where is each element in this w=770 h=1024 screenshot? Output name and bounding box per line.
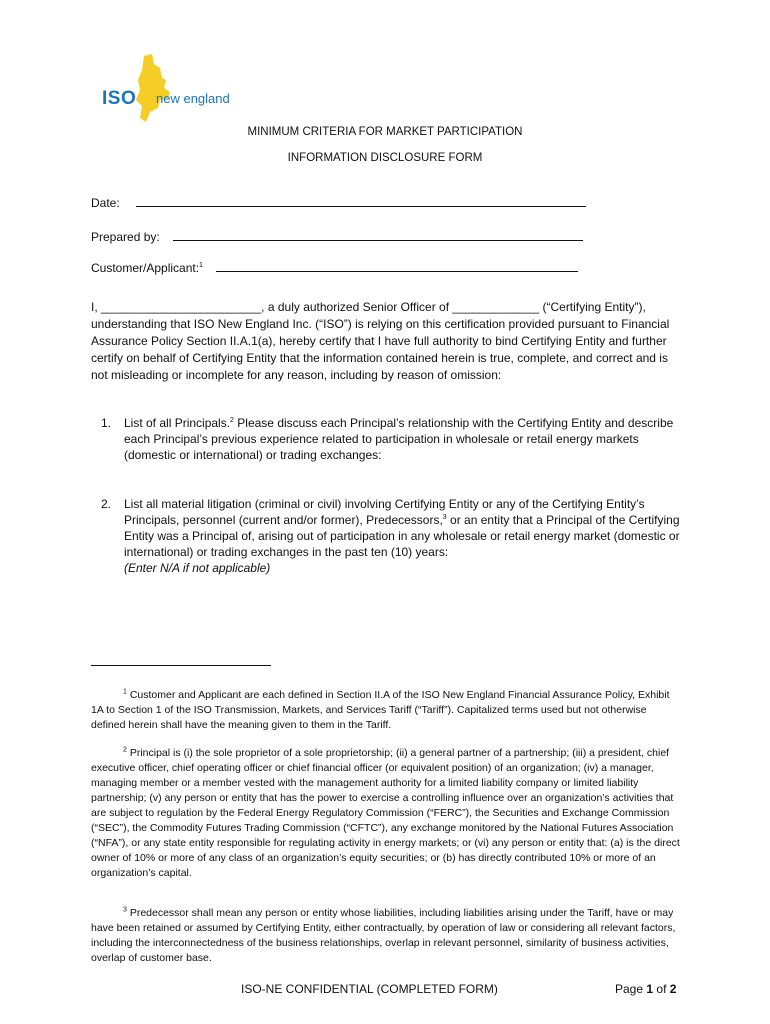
item-text: List of all Principals.$^2$ Please discuss each Principal’s relationship with the Certifying Entity and describe each Principal’s previous experience related to participation in wholesale or retail energy markets (domestic or international) or trading exchanges: <box>124 416 674 462</box>
date-field[interactable] <box>91 196 586 210</box>
logo-iso-text: ISO <box>102 88 137 109</box>
footnote: $^3$ Predecessor shall mean any person or entity whose liabilities, including liabilities arising under the Tariff, have or may have been retained or assumed by Certifying Entity, either contractually, by operation of law or considering all relevant factors, including the interconnectedness of the business relationships, overlap in relevant personnel, similarity of business activities, overlap of customer base. <box>91 906 676 964</box>
footnote-number: 2 <box>123 746 127 754</box>
footnote: $^2$ Principal is (i) the sole proprietor of a sole proprietorship; (ii) a general partner of a partnership; (iii) a president, chief executive officer, chief operating officer or chief financial officer (or equivalent position) of an organization; (iv) a manager, managing member or a member vested with the management authority for a limited liability company or limited liability partnership; (v) any person or entity that has the power to exercise a controlling influence over an organization’s activities that are subject to regulation by the Federal Energy Regulatory Commission (“FERC”), the Securities and Exchange Commission (“SEC”), the Commodity Futures Trading Commission (“CFTC”), any exchange monitored by the National Futures Association (“NFA”), or any state entity responsible for regulating activity in energy markets; or (vi) any person or entity that: (a) is the direct owner of 10% or more of any class of an organization’s equity securities; or (b) has directly contributed 10% or more of an organization’s capital. <box>91 746 680 879</box>
footnote-ref-3: 3 <box>442 514 447 521</box>
customer-applicant-label: Customer/Applicant: <box>91 261 200 275</box>
certification-paragraph: I, ________________________, a duly authorized Senior Officer of _____________ (“Certifying Entity”), understanding that ISO New England Inc. (“ISO”) is relying on this certification provided pursuant to Financial Assurance Policy Section II.A.1(a), hereby certify that I have full authority to bind Certifying Entity and further certify on behalf of Certifying Entity that the information contained herein is true, complete, and correct and is not misleading or incomplete for any reason, including by reason of omission: <box>91 300 670 382</box>
customer-applicant-field[interactable] <box>91 261 578 275</box>
prepared-by-field[interactable] <box>91 230 583 244</box>
prepared-by-label: Prepared by: <box>91 230 160 244</box>
footnote-ref-1: 1 <box>199 262 203 269</box>
date-label: Date: <box>91 196 120 210</box>
logo-new-england-text: new england <box>156 91 230 106</box>
footnote-number: 1 <box>123 688 127 696</box>
footnote-divider <box>91 665 271 666</box>
form-title-line2: INFORMATION DISCLOSURE FORM <box>287 152 483 164</box>
customer-applicant-line[interactable] <box>216 261 578 272</box>
item-number: 1. <box>101 416 112 430</box>
footnote-ref-2: 2 <box>230 417 234 424</box>
footnote: $^1$ Customer and Applicant are each defined in Section II.A of the ISO New England Financial Assurance Policy, Exhibit 1A to Section 1 of the ISO Transmission, Markets, and Services Tariff (“Tariff”). Capitalized terms used but not otherwise defined herein shall have the meaning given to them in the Tariff. <box>91 688 670 731</box>
confidential-footer: ISO-NE CONFIDENTIAL (COMPLETED FORM) <box>241 982 498 996</box>
prepared-by-line[interactable] <box>173 230 583 241</box>
list-item <box>101 415 681 463</box>
new-england-map-icon <box>130 54 174 122</box>
footnote-number: 3 <box>123 906 127 914</box>
date-line[interactable] <box>136 196 586 207</box>
iso-new-england-logo <box>100 54 240 124</box>
item-number: 2. <box>101 497 112 511</box>
item-note: (Enter N/A if not applicable) <box>124 561 271 575</box>
list-item <box>101 496 681 576</box>
item-text: List all material litigation (criminal or civil) involving Certifying Entity or any of the Certifying Entity’s Principals, personnel (current and/or former), Predecessors,$^3$ or an entity that a Principal of the Certifying Entity was a Principal of, arising out of participation in any wholesale or retail energy market (domestic or international) or trading exchanges in the past ten (10) years: (Enter N/A if not applicable) <box>124 497 680 575</box>
page-number: Page 1 of 2 <box>615 982 677 996</box>
form-title-line1: MINIMUM CRITERIA FOR MARKET PARTICIPATION <box>247 126 523 138</box>
